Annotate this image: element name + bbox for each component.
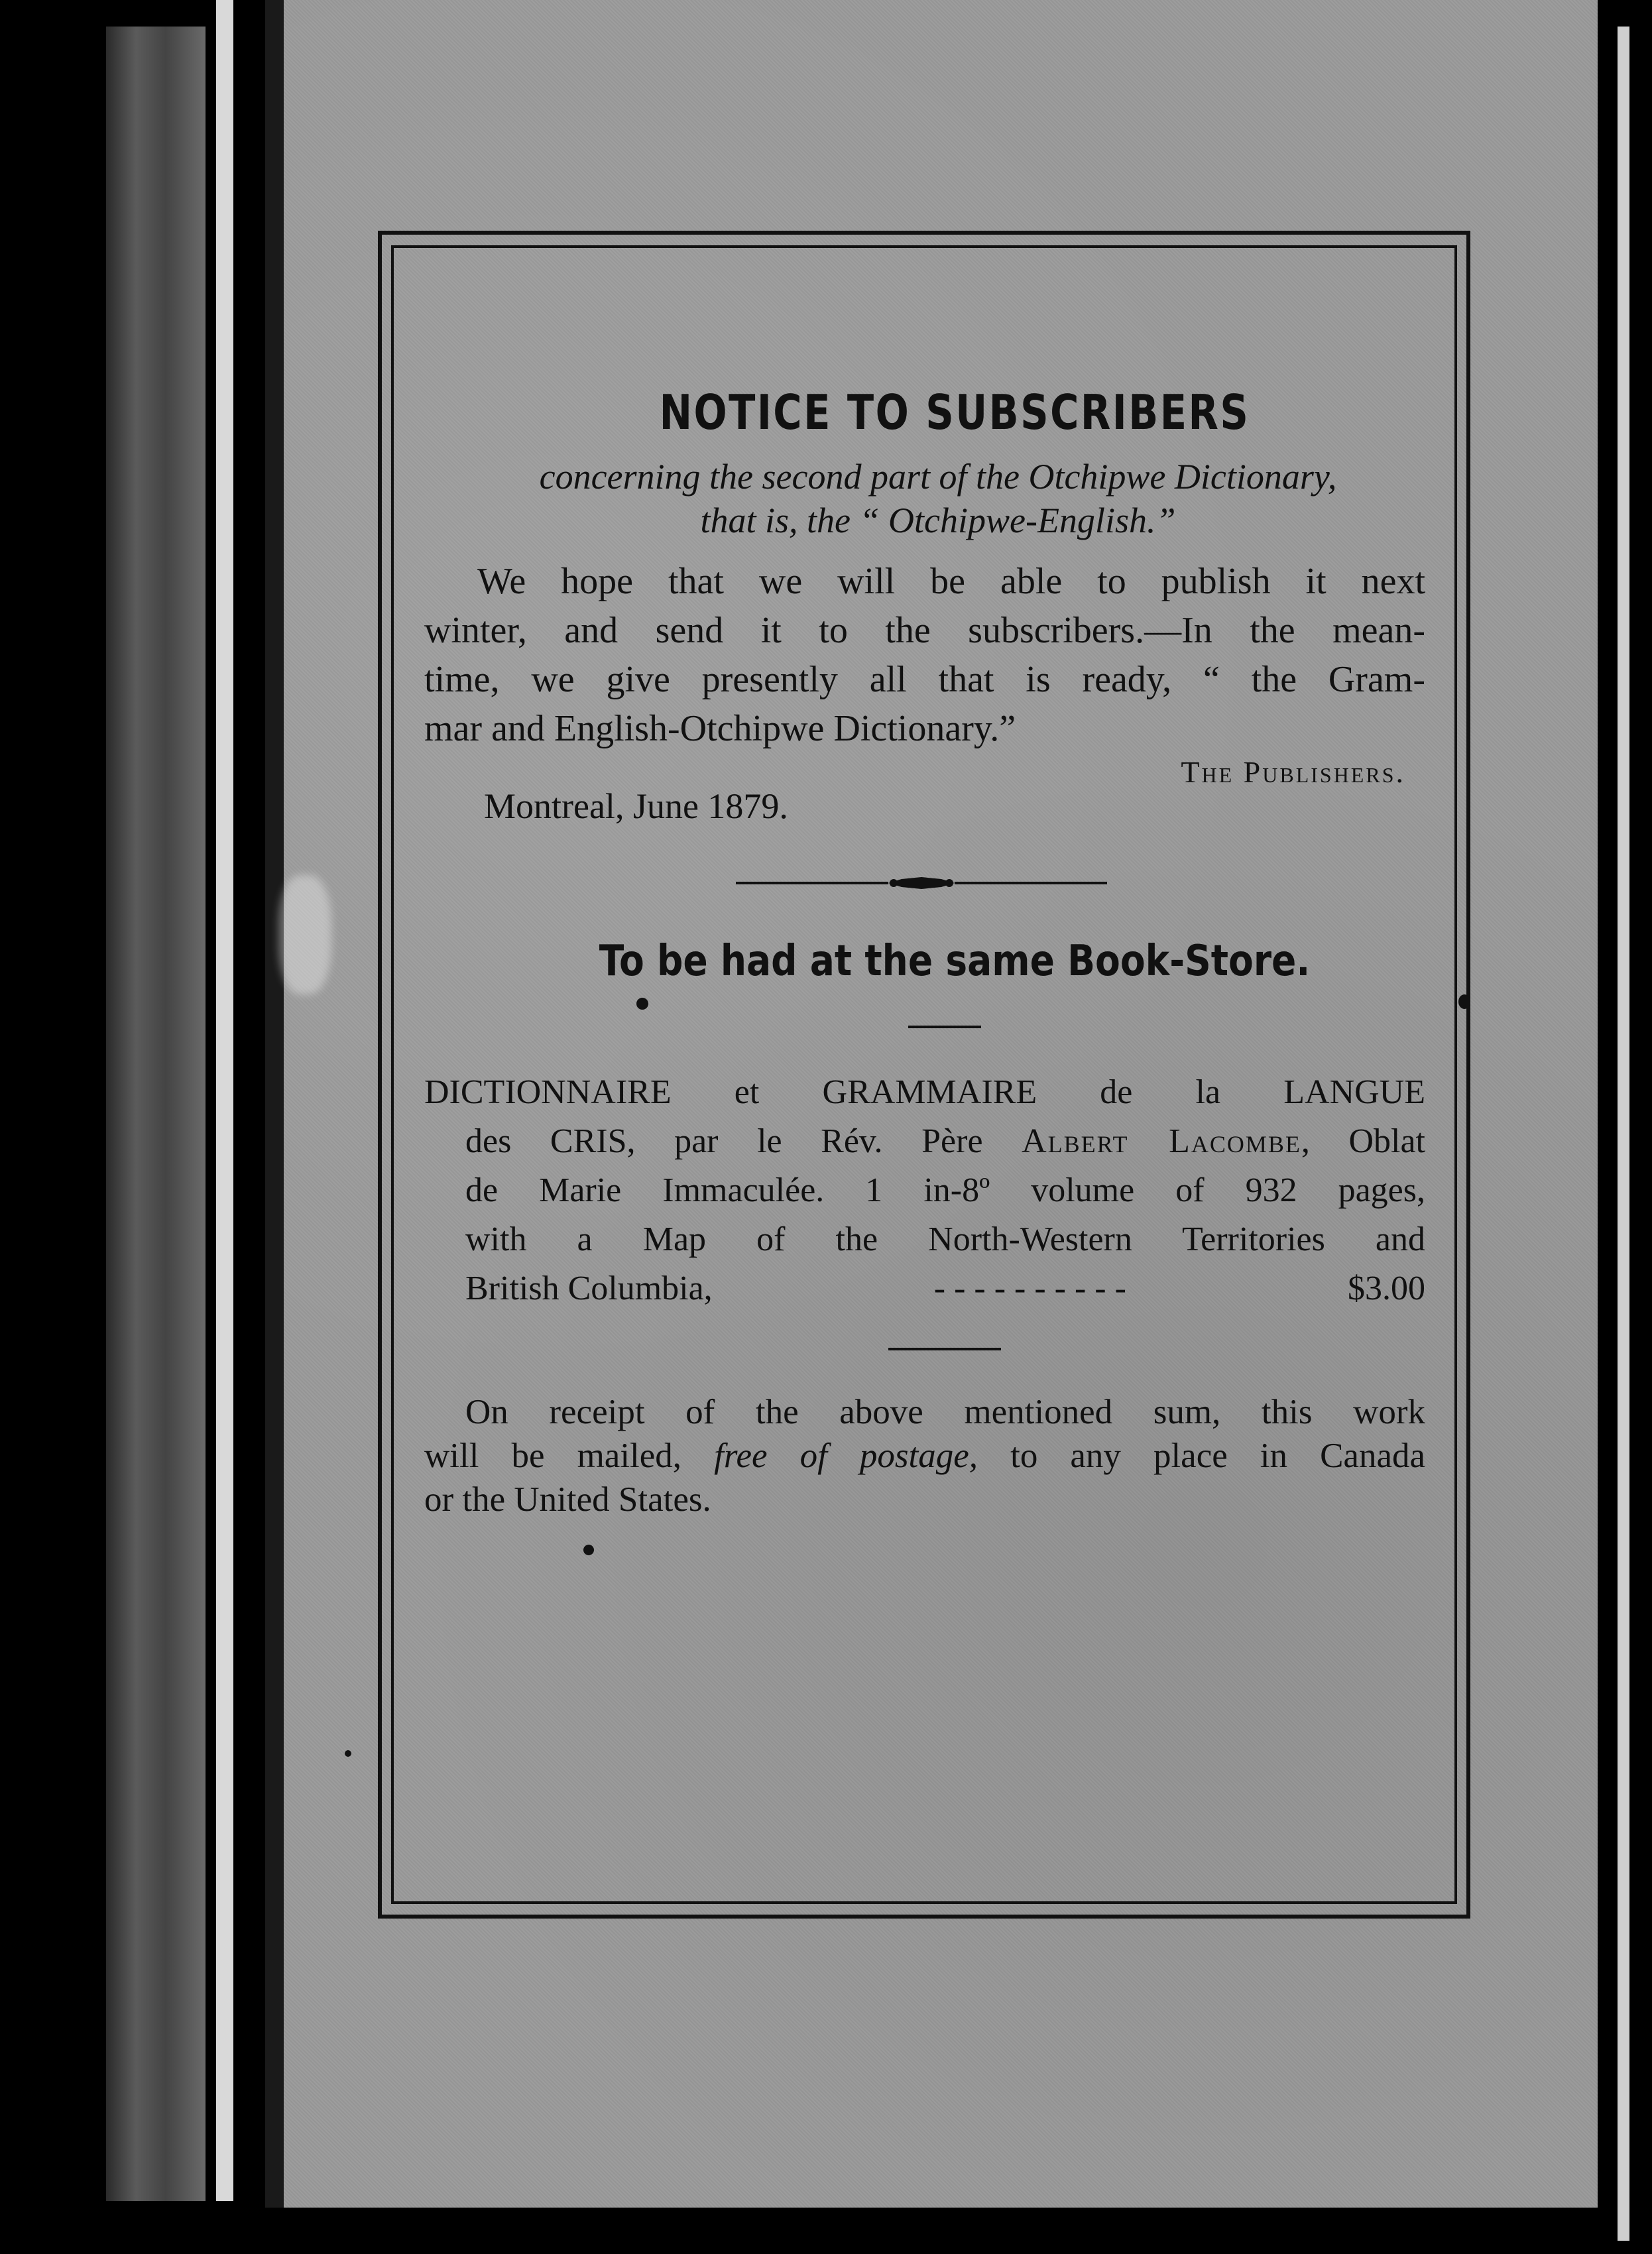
paragraph-line-3: time, we give presently all that is ready, “ the Gram- <box>424 659 1425 700</box>
author-name: Albert Lacombe <box>1022 1122 1301 1160</box>
dictionary-line-3: de Marie Immaculée. 1 in-8º volume of 932 pages, <box>465 1171 1425 1209</box>
paragraph-line-4: mar and English-Otchipwe Dictionary.” <box>424 708 1016 749</box>
receipt-line-2-start: will be mailed, <box>424 1437 715 1475</box>
dictionary-line-2 <box>424 1117 1425 1166</box>
notice-date: Montreal, June 1879. <box>484 786 788 826</box>
dictionary-line-1: DICTIONNAIRE et GRAMMAIRE de la LANGUE <box>424 1073 1425 1111</box>
price-line <box>424 1264 1425 1313</box>
notice-subtitle <box>451 455 1425 542</box>
divider-ornament <box>736 873 1107 893</box>
dictionary-line-4: with a Map of the North-Western Territories and <box>465 1220 1425 1258</box>
price-leader: - - - - - - - - - - <box>933 1270 1126 1307</box>
receipt-paragraph <box>424 1390 1425 1521</box>
right-page-edge <box>1618 27 1629 2241</box>
subtitle-line-2: that is, the “ Otchipwe-English.” <box>700 501 1176 540</box>
page-edge <box>216 0 233 2201</box>
receipt-line-2 <box>424 1434 1425 1478</box>
price: $3.00 <box>1347 1270 1425 1307</box>
paragraph-line-2: winter, and send it to the subscribers.—In the mean- <box>424 610 1425 651</box>
dictionary-listing <box>424 1068 1425 1313</box>
notice-paragraph <box>424 557 1425 753</box>
receipt-line-1: On receipt of the above mentioned sum, this work <box>465 1393 1425 1431</box>
bookstore-heading: To be had at the same Book-Store. <box>599 937 1311 986</box>
paragraph-line-1: We hope that we will be able to publish it next <box>477 561 1425 602</box>
book-spine-edge <box>106 27 206 2201</box>
short-rule-2 <box>888 1348 1001 1350</box>
subtitle-line-1: concerning the second part of the Otchipwe Dictionary, <box>539 457 1337 497</box>
paper-stain <box>278 875 331 994</box>
short-rule-1 <box>908 1026 981 1028</box>
dictionary-line-5: British Columbia, <box>465 1270 713 1307</box>
ornamental-divider <box>736 873 1107 893</box>
receipt-line-3: or the United States. <box>424 1480 711 1519</box>
dictionary-line-2-end: , Oblat <box>1301 1122 1425 1160</box>
receipt-line-2-end: to any place in Canada <box>978 1437 1426 1475</box>
dictionary-line-2-start: des CRIS, par le Rév. Père <box>465 1122 1022 1160</box>
free-of-postage: free of postage, <box>714 1437 978 1475</box>
publishers-signature: The Publishers. <box>1181 755 1405 789</box>
notice-content <box>424 385 1425 1521</box>
notice-title: NOTICE TO SUBSCRIBERS <box>659 385 1250 440</box>
